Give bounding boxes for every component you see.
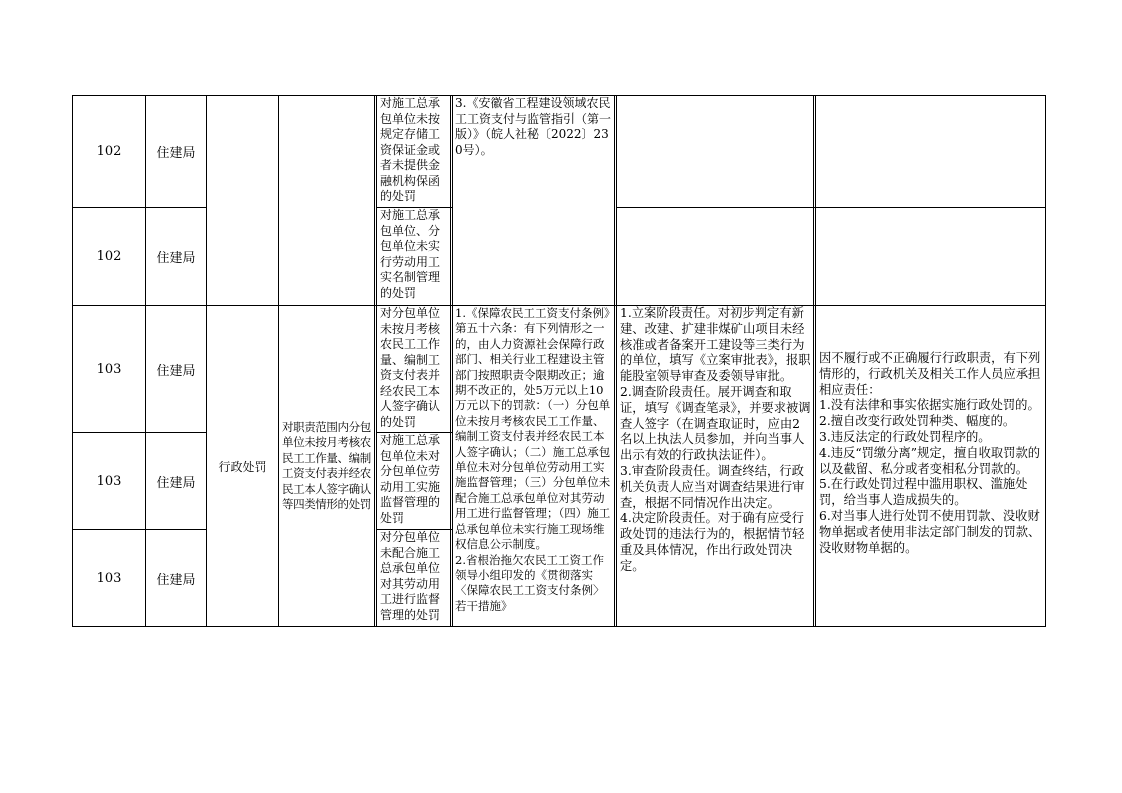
legal-basis	[453, 306, 614, 626]
sub-item	[378, 433, 450, 529]
vline-8a	[813, 95, 814, 627]
accountability-text: 因不履行或不正确履行行政职责，有下列情形的，行政机关及相关工作人员应承担相应责任： 1.没有法律和事实依据实施行政处罚的。 2.擅自改变行政处罚种类、幅度的。 3.违反法定的行政处罚程序的。 4.违反“罚缴分离”规定，擅自收取罚款的以及截留、私分或者变相私分罚款的。 5.在行政处罚过程中滥用职权、滥施处罚，给当事人造成损失的。 6.对当事人进行处罚不使用罚款、没收财物单据或者使用非法定部门制发的罚款、没收财物单据的。	[819, 351, 1041, 555]
power-matter	[279, 306, 374, 626]
row-number: 103	[96, 473, 122, 489]
vline-6a	[450, 95, 451, 627]
legal-basis-top	[453, 96, 614, 305]
department: 住建局	[156, 363, 196, 379]
department: 住建局	[156, 572, 196, 588]
power-matter-text: 对职责范围内分包单位未按月考核农民工工作量、编制工资支付表并经农民工本人签字确认等四类情形的处罚	[282, 419, 371, 511]
border-bottom	[72, 626, 1046, 627]
sub-item	[378, 306, 450, 432]
duty-cell-row1	[617, 96, 813, 207]
sub-item-text: 对分包单位未按月考核农民工工作量、编制工资支付表并经农民工本人签字确认的处罚	[380, 306, 441, 429]
duty-cell-row2	[617, 208, 813, 305]
vline-7a	[614, 95, 615, 627]
row-number: 103	[96, 361, 122, 377]
department: 住建局	[156, 475, 196, 491]
department: 住建局	[156, 146, 196, 161]
duty	[617, 306, 813, 626]
accountability-cell-row1	[816, 96, 1045, 207]
vline-9	[1045, 95, 1046, 627]
sub-item	[378, 96, 450, 207]
sub-item-text: 对施工总承包单位未按规定存储工资保证金或者未提供金融机构保函的处罚	[380, 96, 441, 203]
row-number: 102	[96, 249, 122, 264]
legal-basis-top-text: 3.《安徽省工程建设领域农民工工资支付与监管指引（第一版）》（皖人社秘〔2022〕230号）。	[455, 96, 612, 157]
legal-basis-text: 1.《保障农民工工资支付条例》第五十六条：有下列情形之一的，由人力资源社会保障行政部门、相关行业工程建设主管部门按照职责令限期改正；逾期不改正的，处5万元以上10万元以下的罚款：（一）分包单位未按月考核农民工工作量、编制工资支付表并经农民工本人签字确认；（二）施工总承包单位未对分包单位劳动用工实施监督管理；（三）分包单位未配合施工总承包单位对其劳动用工进行监督管理；（四）施工总承包单位未实行施工现场维权信息公示制度。 2.省根治拖欠农民工工资工作领导小组印发的《贯彻落实〈保障农民工工资支付条例〉若干措施》	[455, 306, 611, 613]
row-number: 103	[96, 570, 122, 586]
duty-text: 1.立案阶段责任。对初步判定有新建、改建、扩建非煤矿山项目未经核准或者备案开工建设等三类行为的单位，填写《立案审批表》，报职能股室领导审查及委领导审批。 2.调查阶段责任。展开调查和取证，填写《调查笔录》，并要求被调查人签字（在调查取证时，应由2名以上执法人员参加，并向当事人出示有效的行政执法证件）。 3.审查阶段责任。调查终结，行政机关负责人应当对调查结果进行审查，根据不同情况作出决定。 4.决定阶段责任。对于确有应受行政处罚的违法行为的，根据情节轻重及具体情况，作出行政处罚决定。	[620, 306, 811, 573]
sub-item-text: 对施工总承包单位未对分包单位劳动用工实施监督管理的处罚	[380, 433, 441, 525]
department: 住建局	[156, 251, 196, 266]
sub-item	[378, 208, 450, 305]
accountability	[816, 306, 1045, 626]
sub-item-text: 对分包单位未配合施工总承包单位对其劳动用工进行监督管理的处罚	[380, 530, 441, 622]
power-category: 行政处罚	[218, 459, 267, 474]
sub-item	[378, 530, 450, 626]
row-number: 102	[96, 144, 122, 159]
vline-5b	[376, 95, 377, 627]
accountability-cell-row2	[816, 208, 1045, 305]
vline-5a	[374, 95, 375, 627]
sub-item-text: 对施工总承包单位、分包单位未实行劳动用工实名制管理的处罚	[380, 208, 441, 300]
